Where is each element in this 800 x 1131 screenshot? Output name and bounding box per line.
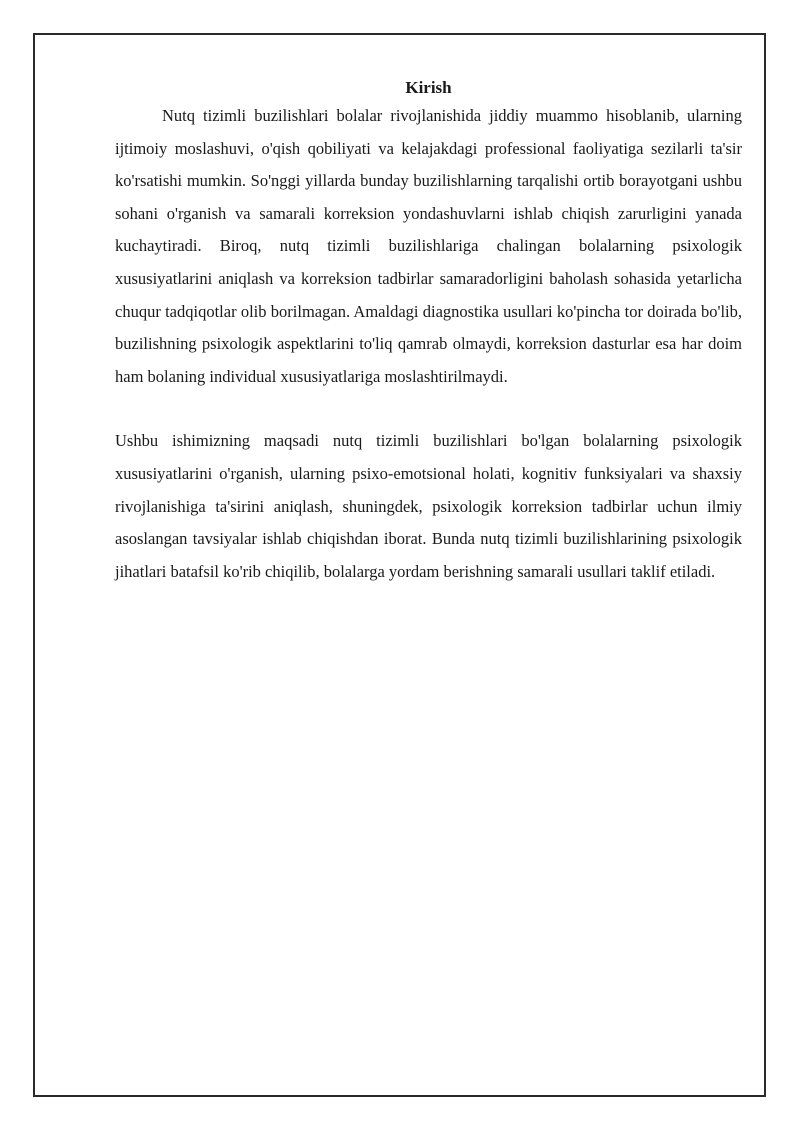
document-title: Kirish (405, 78, 452, 97)
paragraph-intro: Nutq tizimli buzilishlari bolalar rivojlanishida jiddiy muammo hisoblanib, ularning ijtimoiy moslashuvi, o'qish qobiliyati va kelajakdagi professional faoliyatiga sezilarli ta'sir ko'rsatishi mumkin. So'nggi yillarda bunday buzilishlarning tarqalishi ortib borayotgani ushbu sohani o'rganish va samarali korreksion yondashuvlarni ishlab chiqish zarurligini yanada kuchaytiradi. Biroq, nutq tizimli buzilishlariga chalingan bolalarning psixologik xususiyatlarini aniqlash va korreksion tadbirlar samaradorligini baholash sohasida yetarlicha chuqur tadqiqotlar olib borilmagan. Amaldagi diagnostika usullari ko'pincha tor doirada bo'lib, buzilishning psixologik aspektlarini to'liq qamrab olmaydi, korreksion dasturlar esa har doim ham bolaning individual xususiyatlariga moslashtirilmaydi. (115, 106, 742, 386)
document-body (115, 76, 742, 588)
paragraph-goal: Ushbu ishimizning maqsadi nutq tizimli buzilishlari bo'lgan bolalarning psixologik xususiyatlarini o'rganish, ularning psixo-emotsional holati, kognitiv funksiyalari va shaxsiy rivojlanishiga ta'sirini aniqlash, shuningdek, psixologik korreksion tadbirlar uchun ilmiy asoslangan tavsiyalar ishlab chiqishdan iborat. Bunda nutq tizimli buzilishlarining psixologik jihatlari batafsil ko'rib chiqilib, bolalarga yordam berishning samarali usullari taklif etiladi. (115, 431, 742, 581)
